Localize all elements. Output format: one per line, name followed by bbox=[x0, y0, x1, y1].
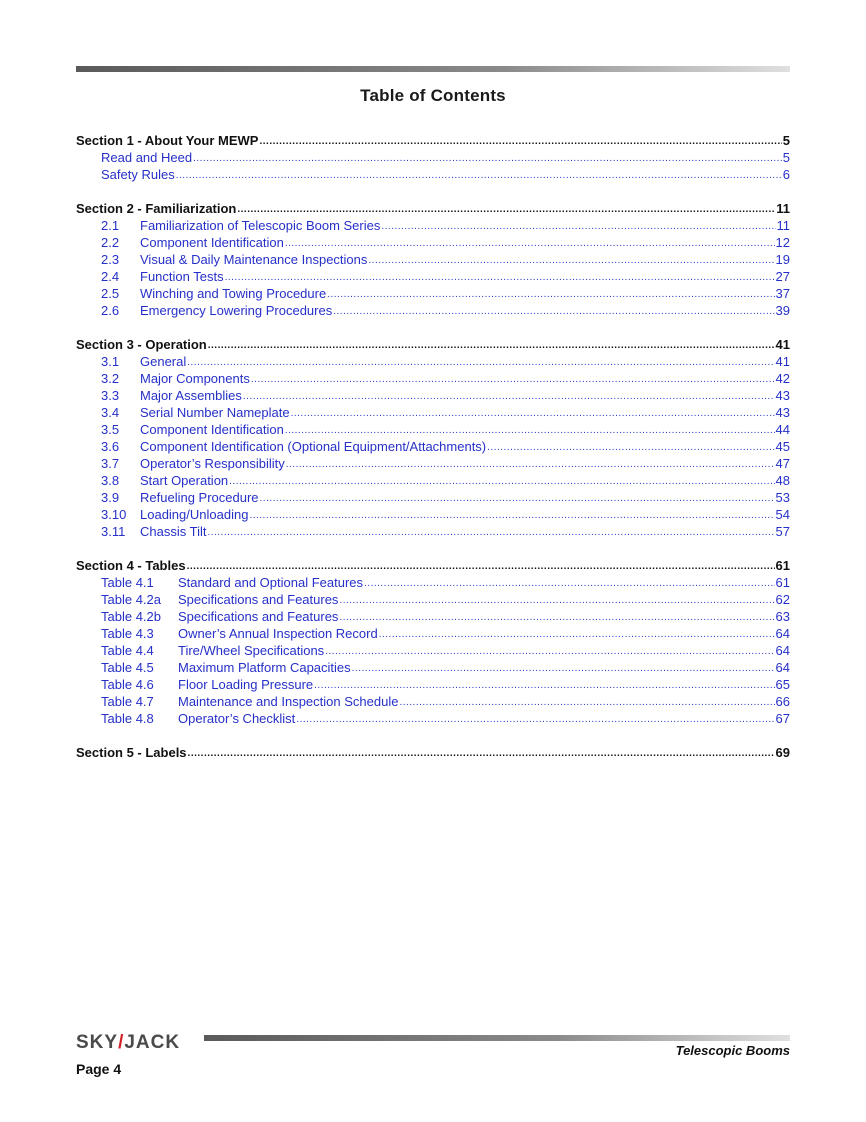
section-page: 41 bbox=[775, 337, 790, 352]
entry-title: Start Operation bbox=[140, 473, 229, 488]
entry-title: Standard and Optional Features bbox=[178, 575, 364, 590]
entry-title: Familiarization of Telescopic Boom Series bbox=[140, 218, 381, 233]
dot-leader bbox=[487, 441, 774, 455]
table-of-contents bbox=[76, 132, 790, 778]
toc-entry-link[interactable] bbox=[76, 693, 790, 710]
skyjack-logo: SKY/JACK bbox=[76, 1032, 181, 1053]
entry-page: 54 bbox=[775, 507, 790, 522]
dot-leader bbox=[352, 662, 775, 676]
entry-title: Component Identification (Optional Equipment/Attachments) bbox=[140, 439, 487, 454]
toc-entry-link[interactable] bbox=[76, 149, 790, 166]
toc-entry-link[interactable] bbox=[76, 370, 790, 387]
entry-number: 2.2 bbox=[101, 235, 120, 250]
entry-page: 37 bbox=[775, 286, 790, 301]
entry-title: Major Components bbox=[140, 371, 250, 386]
document-title: Telescopic Booms bbox=[675, 1043, 790, 1058]
dot-leader bbox=[259, 135, 781, 149]
toc-entry-link[interactable] bbox=[76, 285, 790, 302]
entry-title: Refueling Procedure bbox=[140, 490, 259, 505]
toc-entry-link[interactable] bbox=[76, 472, 790, 489]
toc-section-group bbox=[76, 336, 790, 540]
toc-section-group bbox=[76, 557, 790, 727]
header-rule bbox=[76, 66, 790, 72]
entry-page: 43 bbox=[775, 388, 790, 403]
entry-page: 41 bbox=[775, 354, 790, 369]
entry-title: Component Identification bbox=[140, 422, 284, 437]
entry-number: 3.10 bbox=[101, 507, 127, 522]
toc-section-heading[interactable] bbox=[76, 132, 790, 149]
page-title: Table of Contents bbox=[360, 86, 506, 105]
dot-leader bbox=[296, 713, 774, 727]
entry-title: Serial Number Nameplate bbox=[140, 405, 290, 420]
toc-section-heading[interactable] bbox=[76, 557, 790, 574]
toc-entry-link[interactable] bbox=[76, 438, 790, 455]
toc-entry-link[interactable] bbox=[76, 489, 790, 506]
entry-number: Table 4.1 bbox=[101, 575, 154, 590]
toc-entry-link[interactable] bbox=[76, 574, 790, 591]
dot-leader bbox=[251, 373, 775, 387]
section-page: 69 bbox=[775, 745, 790, 760]
toc-entry-link[interactable] bbox=[76, 268, 790, 285]
dot-leader bbox=[176, 169, 782, 183]
dot-leader bbox=[188, 747, 775, 761]
entry-number: Table 4.7 bbox=[101, 694, 154, 709]
entry-page: 57 bbox=[775, 524, 790, 539]
entry-number: 3.4 bbox=[101, 405, 120, 420]
dot-leader bbox=[381, 220, 775, 234]
entry-page: 64 bbox=[775, 626, 790, 641]
entry-number: Table 4.5 bbox=[101, 660, 154, 675]
toc-entry-link[interactable] bbox=[76, 642, 790, 659]
section-page: 11 bbox=[776, 201, 790, 216]
entry-title: Loading/Unloading bbox=[140, 507, 249, 522]
entry-number: 2.1 bbox=[101, 218, 120, 233]
toc-entry-link[interactable] bbox=[76, 625, 790, 642]
entry-title: Tire/Wheel Specifications bbox=[178, 643, 325, 658]
section-label: Section 2 - Familiarization bbox=[76, 201, 237, 216]
toc-section-group bbox=[76, 200, 790, 319]
dot-leader bbox=[207, 526, 774, 540]
entry-number: 3.3 bbox=[101, 388, 120, 403]
entry-page: 42 bbox=[775, 371, 790, 386]
section-label: Section 5 - Labels bbox=[76, 745, 187, 760]
entry-page: 63 bbox=[775, 609, 790, 624]
entry-number: 3.5 bbox=[101, 422, 120, 437]
dot-leader bbox=[325, 645, 774, 659]
entry-page: 53 bbox=[775, 490, 790, 505]
entry-page: 48 bbox=[775, 473, 790, 488]
entry-number: 3.6 bbox=[101, 439, 120, 454]
entry-number: 2.4 bbox=[101, 269, 120, 284]
section-page: 5 bbox=[782, 133, 790, 148]
entry-number: Table 4.2a bbox=[101, 592, 161, 607]
entry-number: 3.11 bbox=[101, 524, 126, 539]
toc-entry-link[interactable] bbox=[76, 455, 790, 472]
entry-page: 44 bbox=[775, 422, 790, 437]
entry-page: 61 bbox=[775, 575, 790, 590]
toc-entry-link[interactable] bbox=[76, 302, 790, 319]
entry-title: Emergency Lowering Procedures bbox=[140, 303, 333, 318]
entry-number: 3.2 bbox=[101, 371, 120, 386]
dot-leader bbox=[237, 203, 775, 217]
dot-leader bbox=[187, 356, 774, 370]
entry-page: 12 bbox=[775, 235, 790, 250]
entry-title: Visual & Daily Maintenance Inspections bbox=[140, 252, 368, 267]
entry-title: Floor Loading Pressure bbox=[178, 677, 314, 692]
dot-leader bbox=[225, 271, 775, 285]
dot-leader bbox=[333, 305, 774, 319]
footer-rule bbox=[204, 1035, 790, 1041]
toc-entry-link[interactable] bbox=[76, 387, 790, 404]
dot-leader bbox=[364, 577, 775, 591]
dot-leader bbox=[193, 152, 782, 166]
entry-page: 64 bbox=[775, 660, 790, 675]
entry-title: Specifications and Features bbox=[178, 609, 339, 624]
toc-entry-link[interactable] bbox=[76, 166, 790, 183]
dot-leader bbox=[286, 458, 775, 472]
entry-page: 62 bbox=[775, 592, 790, 607]
toc-section-heading[interactable] bbox=[76, 336, 790, 353]
section-label: Section 4 - Tables bbox=[76, 558, 186, 573]
entry-title: Component Identification bbox=[140, 235, 284, 250]
entry-number: Table 4.3 bbox=[101, 626, 154, 641]
toc-entry-link[interactable] bbox=[76, 710, 790, 727]
entry-title: Safety Rules bbox=[101, 167, 175, 182]
entry-page: 66 bbox=[775, 694, 790, 709]
entry-title: Read and Heed bbox=[101, 150, 193, 165]
toc-entry-link[interactable] bbox=[76, 608, 790, 625]
dot-leader bbox=[368, 254, 774, 268]
entry-page: 39 bbox=[775, 303, 790, 318]
entry-title: Owner’s Annual Inspection Record bbox=[178, 626, 378, 641]
entry-number: Table 4.8 bbox=[101, 711, 154, 726]
toc-entry-link[interactable] bbox=[76, 353, 790, 370]
entry-number: 2.5 bbox=[101, 286, 120, 301]
entry-title: Operator’s Checklist bbox=[178, 711, 296, 726]
entry-number: Table 4.6 bbox=[101, 677, 154, 692]
entry-page: 47 bbox=[775, 456, 790, 471]
dot-leader bbox=[339, 611, 774, 625]
toc-entry-link[interactable] bbox=[76, 676, 790, 693]
entry-page: 43 bbox=[775, 405, 790, 420]
entry-page: 27 bbox=[775, 269, 790, 284]
entry-title: Chassis Tilt bbox=[140, 524, 207, 539]
dot-leader bbox=[229, 475, 774, 489]
section-page: 61 bbox=[775, 558, 790, 573]
toc-section-group bbox=[76, 744, 790, 761]
toc-entry-link[interactable] bbox=[76, 591, 790, 608]
entry-number: 3.9 bbox=[101, 490, 120, 505]
toc-entry-link[interactable] bbox=[76, 659, 790, 676]
entry-title: Major Assemblies bbox=[140, 388, 242, 403]
entry-page: 64 bbox=[775, 643, 790, 658]
entry-title: Operator’s Responsibility bbox=[140, 456, 285, 471]
dot-leader bbox=[208, 339, 775, 353]
toc-entry-link[interactable] bbox=[76, 217, 790, 234]
entry-title: Maintenance and Inspection Schedule bbox=[178, 694, 399, 709]
entry-title: Maximum Platform Capacities bbox=[178, 660, 351, 675]
dot-leader bbox=[285, 237, 775, 251]
dot-leader bbox=[379, 628, 775, 642]
dot-leader bbox=[285, 424, 775, 438]
toc-entry-link[interactable] bbox=[76, 523, 790, 540]
entry-page: 67 bbox=[775, 711, 790, 726]
page-number: Page 4 bbox=[76, 1061, 122, 1077]
entry-title: Winching and Towing Procedure bbox=[140, 286, 327, 301]
entry-page: 6 bbox=[782, 167, 790, 182]
toc-section-heading[interactable] bbox=[76, 200, 790, 217]
entry-page: 65 bbox=[775, 677, 790, 692]
dot-leader bbox=[249, 509, 774, 523]
entry-page: 11 bbox=[776, 218, 790, 233]
entry-title: Specifications and Features bbox=[178, 592, 339, 607]
dot-leader bbox=[327, 288, 774, 302]
section-label: Section 3 - Operation bbox=[76, 337, 207, 352]
entry-page: 45 bbox=[775, 439, 790, 454]
dot-leader bbox=[260, 492, 775, 506]
dot-leader bbox=[314, 679, 774, 693]
dot-leader bbox=[243, 390, 775, 404]
toc-entry-link[interactable] bbox=[76, 506, 790, 523]
entry-number: Table 4.2b bbox=[101, 609, 161, 624]
toc-entry-link[interactable] bbox=[76, 251, 790, 268]
entry-number: 3.1 bbox=[101, 354, 120, 369]
entry-number: 3.8 bbox=[101, 473, 120, 488]
toc-section-heading[interactable] bbox=[76, 744, 790, 761]
toc-section-group bbox=[76, 132, 790, 183]
entry-page: 19 bbox=[775, 252, 790, 267]
section-label: Section 1 - About Your MEWP bbox=[76, 133, 259, 148]
entry-number: 2.3 bbox=[101, 252, 120, 267]
entry-page: 5 bbox=[782, 150, 790, 165]
dot-leader bbox=[339, 594, 774, 608]
entry-title: General bbox=[140, 354, 187, 369]
entry-number: 2.6 bbox=[101, 303, 120, 318]
dot-leader bbox=[291, 407, 775, 421]
entry-title: Function Tests bbox=[140, 269, 224, 284]
toc-entry-link[interactable] bbox=[76, 404, 790, 421]
toc-entry-link[interactable] bbox=[76, 421, 790, 438]
toc-entry-link[interactable] bbox=[76, 234, 790, 251]
dot-leader bbox=[187, 560, 775, 574]
entry-number: 3.7 bbox=[101, 456, 120, 471]
dot-leader bbox=[399, 696, 774, 710]
entry-number: Table 4.4 bbox=[101, 643, 154, 658]
